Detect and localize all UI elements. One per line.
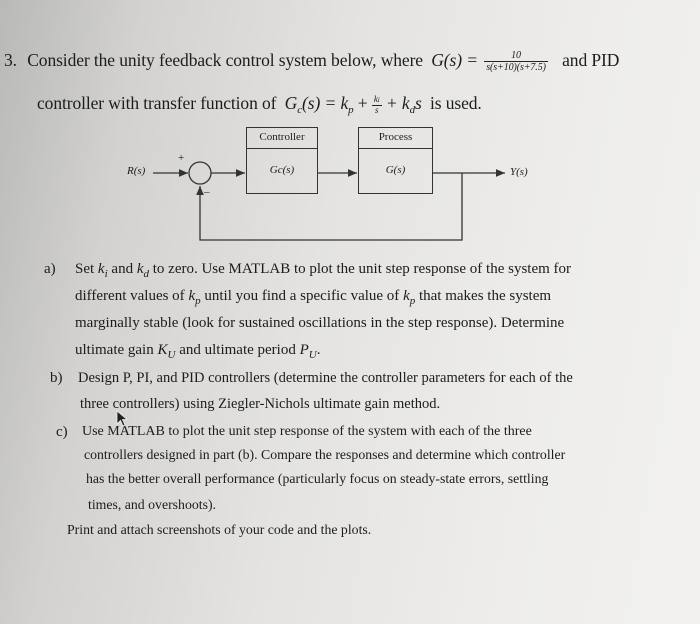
part-a-kd-sub: d [143, 268, 149, 280]
ki-denominator: s [372, 105, 382, 115]
part-a-l1-c: to zero. Use MATLAB to plot the unit step response of the system for [149, 261, 572, 277]
question-header-line-2 [37, 93, 482, 116]
g-block-label: G(s) [385, 164, 406, 176]
question-intro: Consider the unity feedback control system below, where [27, 50, 423, 70]
part-a-l2-b: until you find a specific value of [200, 288, 404, 304]
part-a-kp: k [188, 288, 196, 304]
controller-box [246, 127, 318, 194]
part-a-kp-sub: p [195, 295, 201, 307]
part-a-line-4 [75, 338, 320, 367]
ki-k: k [373, 93, 378, 104]
part-a-line-2 [75, 284, 551, 313]
part-a-ki: k [97, 261, 105, 277]
part-a-l2-c: that makes the system [415, 288, 552, 304]
question-number: 3. [4, 50, 17, 70]
process-box [358, 127, 433, 194]
part-a-l4-a: ultimate gain [75, 342, 158, 358]
part-c-line-4: times, and overshoots). [88, 497, 216, 512]
part-c-line-2: controllers designed in part (b). Compare the responses and determine which controller [84, 447, 566, 462]
plant-transfer-fraction [484, 50, 548, 73]
gc-mid: (s) = k [302, 93, 349, 113]
minus-label: – [204, 186, 210, 198]
ki-numerator [372, 95, 382, 105]
part-a-kd: k [136, 261, 144, 277]
part-a-l1-b: and [107, 261, 137, 277]
part-a-l4-c: . [316, 342, 321, 358]
gc-block [247, 148, 317, 193]
g-block [359, 148, 432, 193]
mouse-cursor-icon [116, 410, 130, 428]
part-a-ku-sub: U [167, 349, 176, 361]
controller-label: Controller [247, 128, 317, 149]
process-label: Process [359, 128, 432, 149]
part-b-line-1: Design P, PI, and PID controllers (determine the controller parameters for each of the [78, 370, 573, 386]
kd-term: + k [385, 93, 410, 113]
output-label: Y(s) [510, 166, 528, 178]
part-c-label: c) [56, 424, 68, 440]
part-a-pu: P [299, 342, 309, 358]
ki-fraction [372, 95, 382, 115]
plus-sign-1: + [357, 93, 368, 113]
part-b-label: b) [50, 370, 63, 386]
kd-s: s [414, 93, 422, 113]
part-c-line-3: has the better overall performance (particularly focus on steady-state errors, settling [86, 471, 549, 486]
footer-instruction: Print and attach screenshots of your code and the plots. [67, 522, 372, 537]
part-a-ki-sub: i [104, 268, 108, 280]
gc-block-label: Gc(s) [269, 164, 295, 176]
part-a [44, 257, 56, 281]
part-a-l4-b: and ultimate period [175, 342, 300, 358]
part-a-l1-a: Set [75, 261, 98, 277]
ki-sub: i [377, 95, 380, 104]
plant-numerator: 10 [511, 50, 521, 62]
part-b-line-2: three controllers) using Ziegler-Nichols ultimate gain method. [80, 396, 441, 412]
kp-sub: p [348, 104, 354, 116]
part-a-kp2: k [403, 288, 410, 304]
input-label: R(s) [127, 165, 146, 177]
part-a-ku: K [157, 342, 168, 358]
part-a-line-1 [75, 257, 571, 286]
question-header-line-1 [4, 50, 619, 73]
part-a-l2-a: different values of [75, 288, 189, 304]
part-a-kp2-sub: p [409, 295, 416, 307]
is-used-text: is used. [429, 93, 482, 113]
part-a-line-3: marginally stable (look for sustained oscillations in the step response). Determine [75, 315, 565, 331]
plus-label: + [178, 152, 185, 164]
controller-intro: controller with transfer function of [37, 93, 277, 113]
kd-sub: d [409, 104, 415, 116]
part-a-pu-sub: U [308, 349, 317, 361]
gc-sub: c [297, 104, 303, 116]
summing-junction [189, 162, 211, 184]
gc-lhs: G [284, 93, 298, 113]
plant-denominator: s(s+10)(s+7.5) [486, 62, 546, 74]
part-c-line-1: Use MATLAB to plot the unit step response of the system with each of the three [82, 424, 532, 439]
part-a-label: a) [44, 261, 56, 277]
plant-transfer-lhs: G(s) = [431, 50, 478, 70]
and-pid-text: and PID [562, 50, 620, 70]
